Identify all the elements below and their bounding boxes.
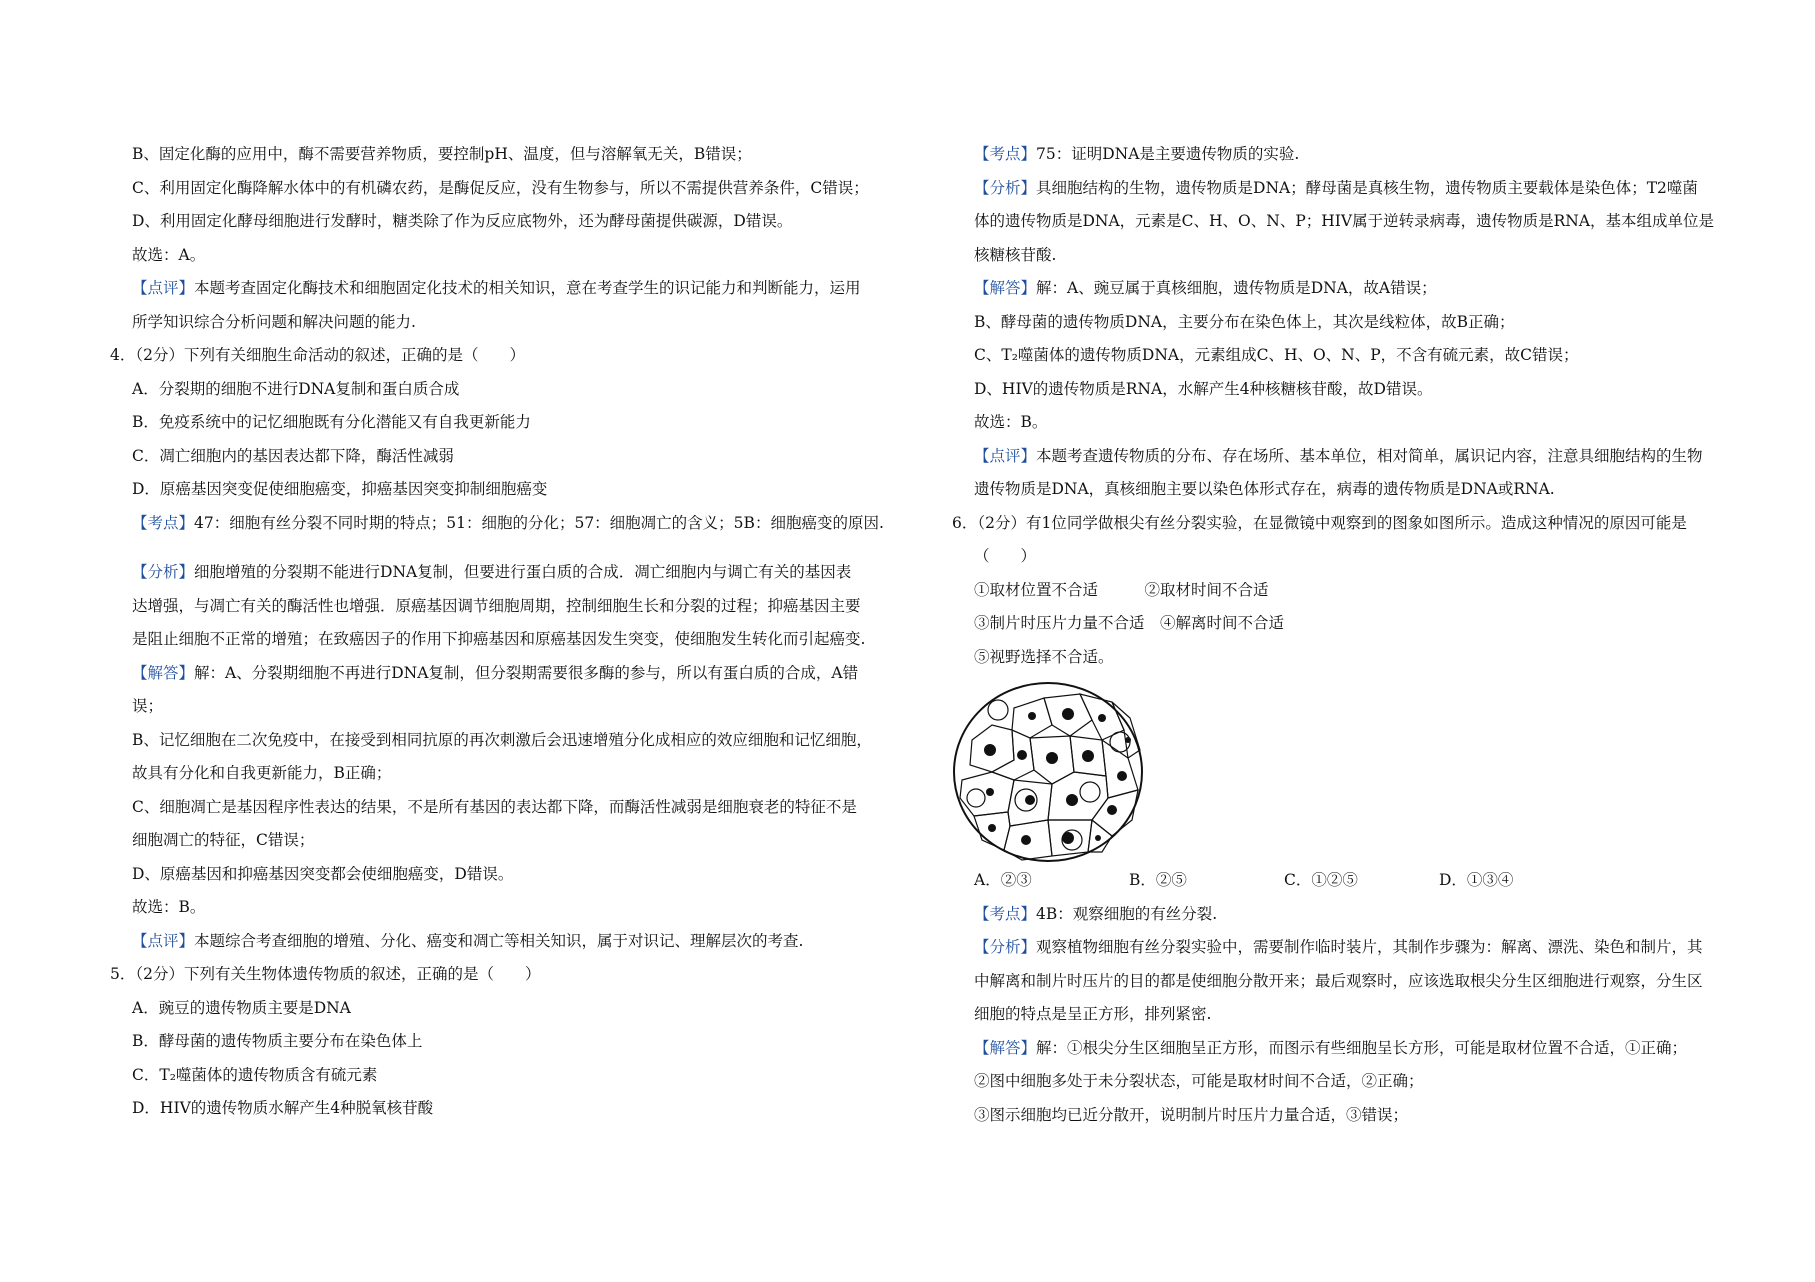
text-line xyxy=(110,440,910,474)
text-line xyxy=(952,1065,1722,1099)
text-line xyxy=(952,965,1722,999)
q6-option-d: D．①③④ xyxy=(1439,871,1514,889)
line-text: 本题考查固定化酶技术和细胞固定化技术的相关知识，意在考查学生的识记能力和判断能力，运用 xyxy=(194,279,861,297)
text-line xyxy=(110,891,910,925)
line-text: 故选：A。 xyxy=(132,245,206,264)
text-line xyxy=(110,473,910,507)
line-text: 故具有分化和自我更新能力，B正确； xyxy=(132,764,392,782)
text-line xyxy=(110,623,910,657)
section-tag: 【分析】 xyxy=(974,178,1037,197)
section-tag: 【分析】 xyxy=(132,563,195,581)
right-bottom-block xyxy=(952,898,1722,1133)
line-text: 解：①根尖分生区细胞呈正方形，而图示有些细胞呈长方形，可能是取材位置不合适，①正确； xyxy=(1036,1038,1688,1057)
text-line xyxy=(110,992,910,1026)
text-line xyxy=(110,757,910,791)
line-text: 5．（2分）下列有关生物体遗传物质的叙述，正确的是（ ） xyxy=(110,965,541,983)
text-line xyxy=(952,998,1722,1032)
line-text: 达增强，与凋亡有关的酶活性也增强．原癌基因调节细胞周期，控制细胞生长和分裂的过程；抑癌基因主要 xyxy=(132,596,861,615)
text-line xyxy=(952,931,1722,965)
microscope-figure xyxy=(952,674,1722,864)
line-text: 本题综合考查细胞的增殖、分化、癌变和凋亡等相关知识，属于对识记、理解层次的考查. xyxy=(194,931,804,950)
text-line xyxy=(952,172,1722,206)
section-tag: 【解答】 xyxy=(974,1038,1037,1057)
text-line xyxy=(952,574,1722,608)
section-tag: 【考点】 xyxy=(974,904,1037,923)
line-text: ③制片时压片力量不合适 ④解离时间不合适 xyxy=(974,614,1285,632)
text-line xyxy=(952,473,1722,507)
text-line xyxy=(110,791,910,825)
line-text: C．凋亡细胞内的基因表达都下降，酶活性减弱 xyxy=(132,446,454,465)
section-tag: 【点评】 xyxy=(132,931,195,950)
line-text: D、利用固定化酵母细胞进行发酵时，糖类除了作为反应底物外，还为酵母菌提供碳源，D错误。 xyxy=(132,212,793,230)
text-line xyxy=(110,138,910,172)
text-line xyxy=(952,306,1722,340)
text-line xyxy=(952,898,1722,932)
q6-option-b: B．②⑤ xyxy=(1129,871,1187,889)
q6-option-a: A．②③ xyxy=(974,871,1032,889)
line-text: ⑤视野选择不合适。 xyxy=(974,647,1114,666)
line-text: C、利用固定化酶降解水体中的有机磷农药，是酶促反应，没有生物参与，所以不需提供营养条件，C错误； xyxy=(132,178,869,197)
text-line xyxy=(110,507,910,541)
line-text: D．HIV的遗传物质水解产生4种脱氧核苷酸 xyxy=(132,1099,434,1117)
line-text: B．免疫系统中的记忆细胞既有分化潜能又有自我更新能力 xyxy=(132,413,531,431)
line-text: 中解离和制片时压片的目的都是使细胞分散开来；最后观察时，应该选取根尖分生区细胞进行观察，分生区 xyxy=(974,971,1703,990)
text-line xyxy=(110,272,910,306)
text-line xyxy=(110,724,910,758)
line-text: ②图中细胞多处于未分裂状态，可能是取材时间不合适，②正确； xyxy=(974,1072,1424,1090)
line-text: B、记忆细胞在二次免疫中，在接受到相同抗原的再次刺激后会迅速增殖分化成相应的效应细胞和记忆细胞， xyxy=(132,730,872,749)
line-text: C、T₂噬菌体的遗传物质DNA，元素组成C、H、O、N、P，不含有硫元素，故C错误； xyxy=(974,346,1579,364)
line-text: 本题考查遗传物质的分布、存在场所、基本单位，相对简单，属识记内容，注意具细胞结构的生物 xyxy=(1036,446,1703,465)
line-text: 47：细胞有丝分裂不同时期的特点；51：细胞的分化；57：细胞凋亡的含义；5B：细胞癌变的原因. xyxy=(194,513,884,532)
line-text: 4．（2分）下列有关细胞生命活动的叙述，正确的是（ ） xyxy=(110,346,525,364)
line-text: B、固定化酶的应用中，酶不需要营养物质，要控制pH、温度，但与溶解氧无关，B错误； xyxy=(132,145,752,163)
text-line xyxy=(952,239,1722,273)
section-tag: 【解答】 xyxy=(132,663,195,682)
text-line xyxy=(110,657,910,691)
text-line xyxy=(110,172,910,206)
text-line xyxy=(110,824,910,858)
text-line xyxy=(110,590,910,624)
section-tag: 【点评】 xyxy=(132,279,195,297)
text-line xyxy=(952,272,1722,306)
text-line xyxy=(110,239,910,273)
text-line xyxy=(110,205,910,239)
left-column xyxy=(110,138,910,1126)
text-line xyxy=(110,1059,910,1093)
line-text: A．豌豆的遗传物质主要是DNA xyxy=(132,998,351,1017)
line-text: C、细胞凋亡是基因程序性表达的结果，不是所有基因的表达都下降，而酶活性减弱是细胞衰老的特征不是 xyxy=(132,797,857,816)
text-line xyxy=(110,1025,910,1059)
line-text: （ ） xyxy=(974,547,1037,565)
line-text: 4B：观察细胞的有丝分裂. xyxy=(1036,904,1218,923)
text-line xyxy=(110,339,910,373)
text-line xyxy=(110,406,910,440)
text-line xyxy=(110,958,910,992)
line-text: D、原癌基因和抑癌基因突变都会使细胞癌变，D错误。 xyxy=(132,864,514,883)
microscope-field-icon xyxy=(952,680,1152,865)
line-text: 故选：B。 xyxy=(132,898,206,916)
text-line xyxy=(110,690,910,724)
right-column xyxy=(952,138,1722,1132)
line-text: B、酵母菌的遗传物质DNA，主要分布在染色体上，其次是线粒体，故B正确； xyxy=(974,312,1515,331)
text-line xyxy=(952,507,1722,541)
line-text: 具细胞结构的生物，遗传物质是DNA；酵母菌是真核生物，遗传物质主要载体是染色体；T2噬菌 xyxy=(1036,178,1698,197)
text-line xyxy=(952,641,1722,675)
line-text: ①取材位置不合适 ②取材时间不合适 xyxy=(974,580,1269,599)
text-line xyxy=(952,205,1722,239)
text-line xyxy=(952,339,1722,373)
q6-options xyxy=(952,864,1722,898)
text-line xyxy=(110,373,910,407)
text-line xyxy=(952,373,1722,407)
text-line xyxy=(952,440,1722,474)
line-text: 观察植物细胞有丝分裂实验中，需要制作临时装片，其制作步骤为：解离、漂洗、染色和制片，其 xyxy=(1036,938,1703,956)
text-line xyxy=(110,556,910,590)
line-text: 故选：B。 xyxy=(974,413,1048,431)
text-line xyxy=(952,607,1722,641)
line-text: C．T₂噬菌体的遗传物质含有硫元素 xyxy=(132,1065,378,1084)
line-text: D、HIV的遗传物质是RNA，水解产生4种核糖核苷酸，故D错误。 xyxy=(974,379,1433,398)
line-text: 细胞增殖的分裂期不能进行DNA复制，但要进行蛋白质的合成．凋亡细胞内与调亡有关的基因表 xyxy=(194,563,852,581)
line-text: B．酵母菌的遗传物质主要分布在染色体上 xyxy=(132,1032,423,1050)
line-text: 解：A、豌豆属于真核细胞，遗传物质是DNA，故A错误； xyxy=(1036,279,1437,297)
text-line xyxy=(110,1092,910,1126)
section-tag: 【考点】 xyxy=(974,145,1037,163)
line-text: 是阻止细胞不正常的增殖；在致癌因子的作用下抑癌基因和原癌基因发生突变，使细胞发生转化而引起癌变. xyxy=(132,630,866,648)
section-tag: 【考点】 xyxy=(132,513,195,532)
section-tag: 【点评】 xyxy=(974,446,1037,465)
line-text: 细胞的特点是呈正方形，排列紧密. xyxy=(974,1005,1212,1023)
text-line xyxy=(110,858,910,892)
q6-option-c: C．①②⑤ xyxy=(1284,871,1358,889)
text-line xyxy=(952,1099,1722,1133)
line-text: 核糖核苷酸. xyxy=(974,245,1057,264)
section-tag: 【分析】 xyxy=(974,938,1037,956)
text-line xyxy=(952,1032,1722,1066)
line-text: 75：证明DNA是主要遗传物质的实验. xyxy=(1036,145,1300,163)
line-text: ③图示细胞均已近分散开，说明制片时压片力量合适，③错误； xyxy=(974,1105,1409,1124)
line-text: 6．（2分）有1位同学做根尖有丝分裂实验，在显微镜中观察到的图象如图所示。造成这种情况的原因可能是 xyxy=(952,513,1687,532)
text-line xyxy=(952,406,1722,440)
text-line xyxy=(952,540,1722,574)
text-line xyxy=(110,925,910,959)
line-text: D．原癌基因突变促使细胞癌变，抑癌基因突变抑制细胞癌变 xyxy=(132,480,548,498)
text-line xyxy=(952,138,1722,172)
line-text: 细胞凋亡的特征，C错误； xyxy=(132,831,315,849)
line-text: 所学知识综合分析问题和解决问题的能力. xyxy=(132,312,416,331)
line-text: 误； xyxy=(132,697,164,715)
line-text: 体的遗传物质是DNA，元素是C、H、O、N、P；HIV属于逆转录病毒，遗传物质是RNA，基本组成单位是 xyxy=(974,212,1715,230)
spacer xyxy=(110,540,910,556)
text-line xyxy=(110,306,910,340)
line-text: 解：A、分裂期细胞不再进行DNA复制，但分裂期需要很多酶的参与，所以有蛋白质的合成，A错 xyxy=(194,663,859,682)
line-text: A．分裂期的细胞不进行DNA复制和蛋白质合成 xyxy=(132,379,460,398)
line-text: 遗传物质是DNA，真核细胞主要以染色体形式存在，病毒的遗传物质是DNA或RNA. xyxy=(974,480,1555,498)
right-top-block xyxy=(952,138,1722,674)
section-tag: 【解答】 xyxy=(974,279,1037,297)
